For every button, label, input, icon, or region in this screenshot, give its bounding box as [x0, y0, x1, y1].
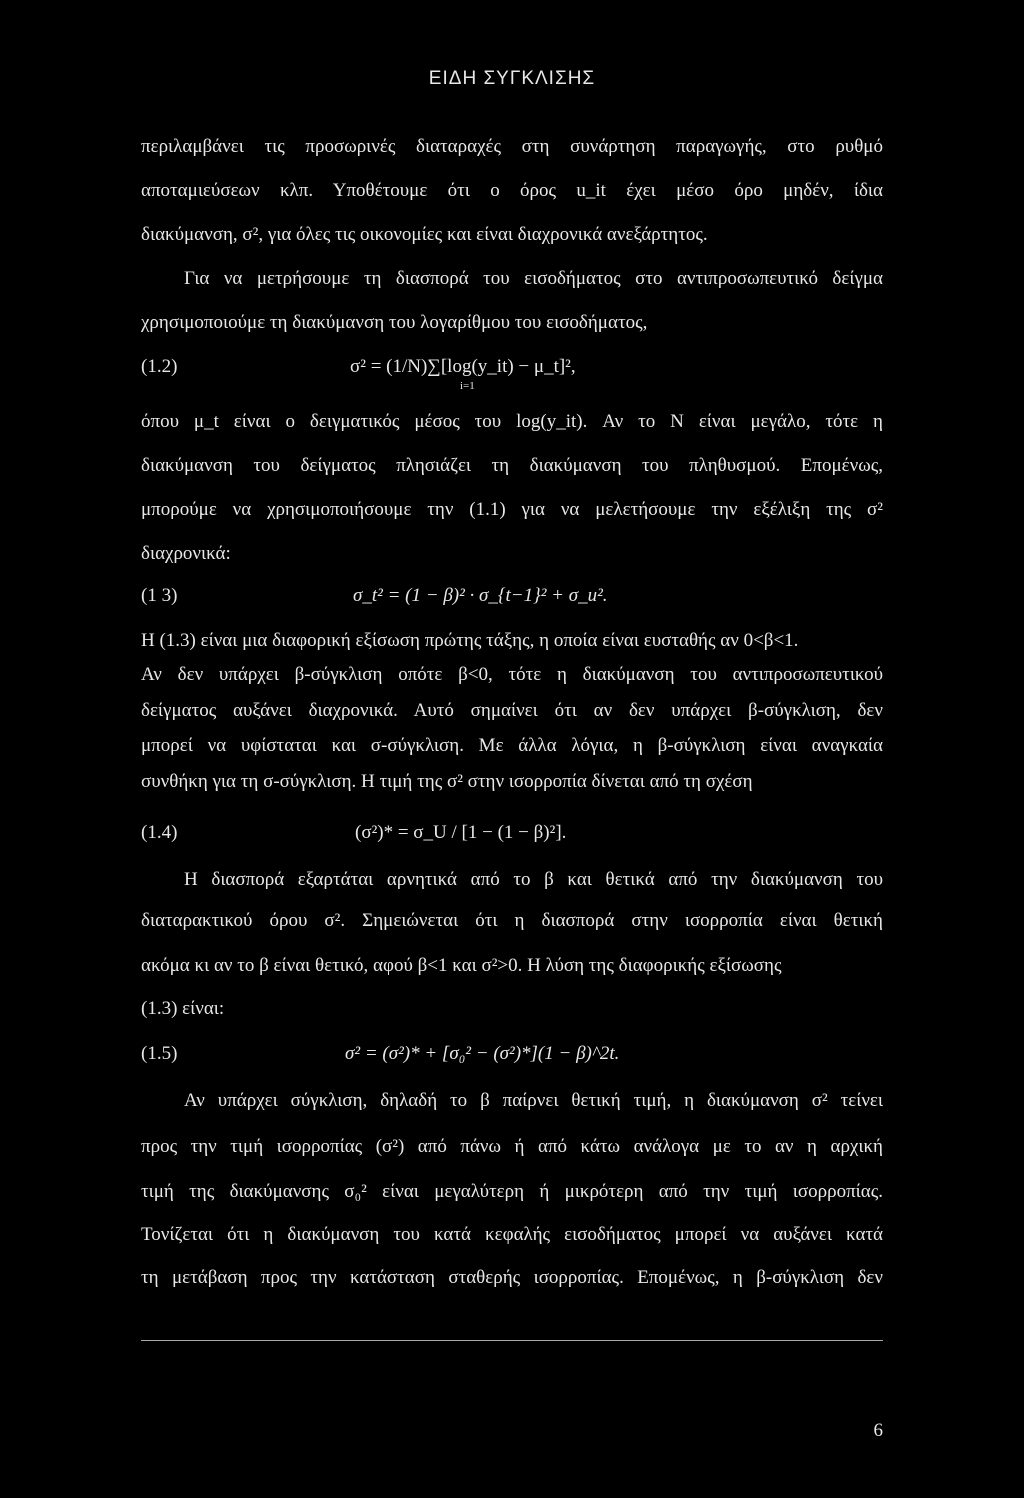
body-line: διακύμανση του δείγματος πλησιάζει τη διακύμανση του πληθυσμού. Επομένως,	[141, 455, 883, 476]
body-line: ακόμα κι αν το β είναι θετικό, αφού β<1 και σ²>0. Η λύση της διαφορικής εξίσωσης	[141, 955, 782, 976]
body-line: Τονίζεται ότι η διακύμανση του κατά κεφαλής εισοδήματος μπορεί να αυξάνει κατά	[141, 1224, 883, 1245]
body-line: τιμή της διακύμανσης σ₀² είναι μεγαλύτερη ή μικρότερη από την τιμή ισορροπίας.	[141, 1181, 883, 1202]
footnote-divider	[141, 1340, 883, 1341]
body-line: συνθήκη για τη σ-σύγκλιση. Η τιμή της σ² στην ισορροπία δίνεται από τη σχέση	[141, 771, 753, 792]
equation-label: (1.4)	[141, 822, 178, 843]
equation-1-4: (σ²)* = σ_U / [1 − (1 − β)²].	[355, 822, 567, 843]
body-line: διακύμανση, σ², για όλες τις οικονομίες και είναι διαχρονικά ανεξάρτητος.	[141, 224, 708, 245]
equation-1-2: σ² = (1/N)∑[log(y_it) − μ_t]²,	[350, 356, 576, 377]
equation-label: (1 3)	[141, 585, 178, 606]
body-line: προς την τιμή ισορροπίας (σ²) από πάνω ή από κάτω ανάλογα με το αν η αρχική	[141, 1136, 883, 1157]
body-line: όπου μ_t είναι ο δειγματικός μέσος του log(y_it). Αν το N είναι μεγάλο, τότε η	[141, 411, 883, 432]
body-line: περιλαμβάνει τις προσωρινές διαταραχές στη συνάρτηση παραγωγής, στο ρυθμό	[141, 136, 883, 157]
body-line: Αν δεν υπάρχει β-σύγκλιση οπότε β<0, τότε η διακύμανση του αντιπροσωπευτικού	[141, 664, 883, 685]
body-line: αποταμιεύσεων κλπ. Υποθέτουμε ότι ο όρος u_it έχει μέσο όρο μηδέν, ίδια	[141, 180, 883, 201]
equation-label: (1.5)	[141, 1043, 178, 1064]
body-line: Η (1.3) είναι μια διαφορική εξίσωση πρώτης τάξης, η οποία είναι ευσταθής αν 0<β<1.	[141, 630, 799, 651]
body-line: Αν υπάρχει σύγκλιση, δηλαδή το β παίρνει θετική τιμή, η διακύμανση σ² τείνει	[184, 1090, 883, 1111]
body-line: μπορούμε να χρησιμοποιήσουμε την (1.1) για να μελετήσουμε την εξέλιξη της σ²	[141, 499, 883, 520]
body-line: χρησιμοποιούμε τη διακύμανση του λογαρίθμου του εισοδήματος,	[141, 312, 648, 333]
body-line: τη μετάβαση προς την κατάσταση σταθερής ισορροπίας. Επομένως, η β-σύγκλιση δεν	[141, 1267, 883, 1288]
equation-1-5: σ² = (σ²)* + [σ₀² − (σ²)*](1 − β)^2t.	[345, 1043, 620, 1064]
running-header: ΕΙΔΗ ΣΥΓΚΛΙΣΗΣ	[428, 68, 596, 89]
body-line: Για να μετρήσουμε τη διασπορά του εισοδήματος στο αντιπροσωπευτικό δείγμα	[184, 268, 883, 289]
equation-1-3: σ_t² = (1 − β)² · σ_{t−1}² + σ_u².	[353, 585, 608, 606]
equation-label: (1.2)	[141, 356, 178, 377]
body-line: διαταρακτικού όρου σ². Σημειώνεται ότι η διασπορά στην ισορροπία είναι θετική	[141, 910, 883, 931]
body-line: Η διασπορά εξαρτάται αρνητικά από το β και θετικά από την διακύμανση του	[184, 869, 883, 890]
body-line: διαχρονικά:	[141, 543, 231, 564]
page-number: 6	[873, 1420, 883, 1441]
body-line: δείγματος αυξάνει διαχρονικά. Αυτό σημαίνει ότι αν δεν υπάρχει β-σύγκλιση, δεν	[141, 700, 883, 721]
equation-subscript: i=1	[460, 380, 475, 392]
body-line: μπορεί να υφίσταται και σ-σύγκλιση. Με άλλα λόγια, η β-σύγκλιση είναι αναγκαία	[141, 735, 883, 756]
body-line: (1.3) είναι:	[141, 998, 225, 1019]
